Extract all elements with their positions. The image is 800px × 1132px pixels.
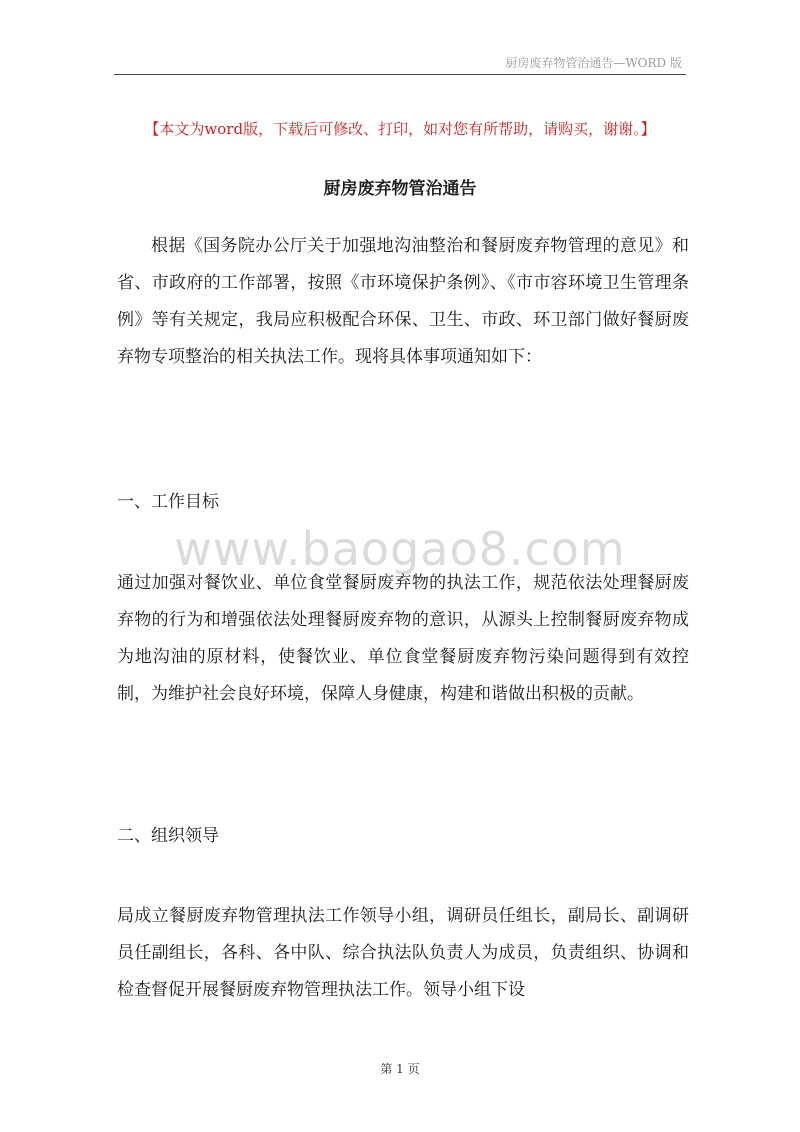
document-title: 厨房废弃物管治通告 bbox=[323, 179, 477, 199]
watermark: www.baogao8.com bbox=[174, 522, 626, 576]
running-header: 厨房废弃物管治通告—WORD 版 bbox=[505, 56, 682, 70]
page-number: 第 1 页 bbox=[380, 1062, 420, 1076]
section-heading-goals: 一、工作目标 bbox=[117, 492, 219, 512]
section-body-goals: 通过加强对餐饮业、单位食堂餐厨废弃物的执法工作，规范依法处理餐厨废弃物的行为和增强依法处理餐厨废弃物的意识，从源头上控制餐厨废弃物成为地沟油的原材料，使餐饮业、单位食堂餐厨废弃物污染问题得到有效控制，为维护社会良好环境，保障人身健康，构建和谐做出积极的贡献。 bbox=[117, 573, 689, 704]
intro-paragraph: 根据《国务院办公厅关于加强地沟油整治和餐厨废弃物管理的意见》和省、市政府的工作部署，按照《市环境保护条例》、《市市容环境卫生管理条例》等有关规定，我局应积极配合环保、卫生、市政、环卫部门做好餐厨废弃物专项整治的相关执法工作。现将具体事项通知如下： bbox=[117, 236, 689, 367]
section-body-leadership: 局成立餐厨废弃物管理执法工作领导小组，调研员任组长，副局长、副调研员任副组长，各科、各中队、综合执法队负责人为成员，负责组织、协调和检查督促开展餐厨废弃物管理执法工作。领导小组下设 bbox=[117, 906, 689, 1000]
section-heading-leadership: 二、组织领导 bbox=[117, 826, 219, 846]
purchase-notice: 【本文为word版，下载后可修改、打印，如对您有所帮助，请购买，谢谢。】 bbox=[144, 120, 656, 138]
header-divider bbox=[114, 74, 686, 75]
